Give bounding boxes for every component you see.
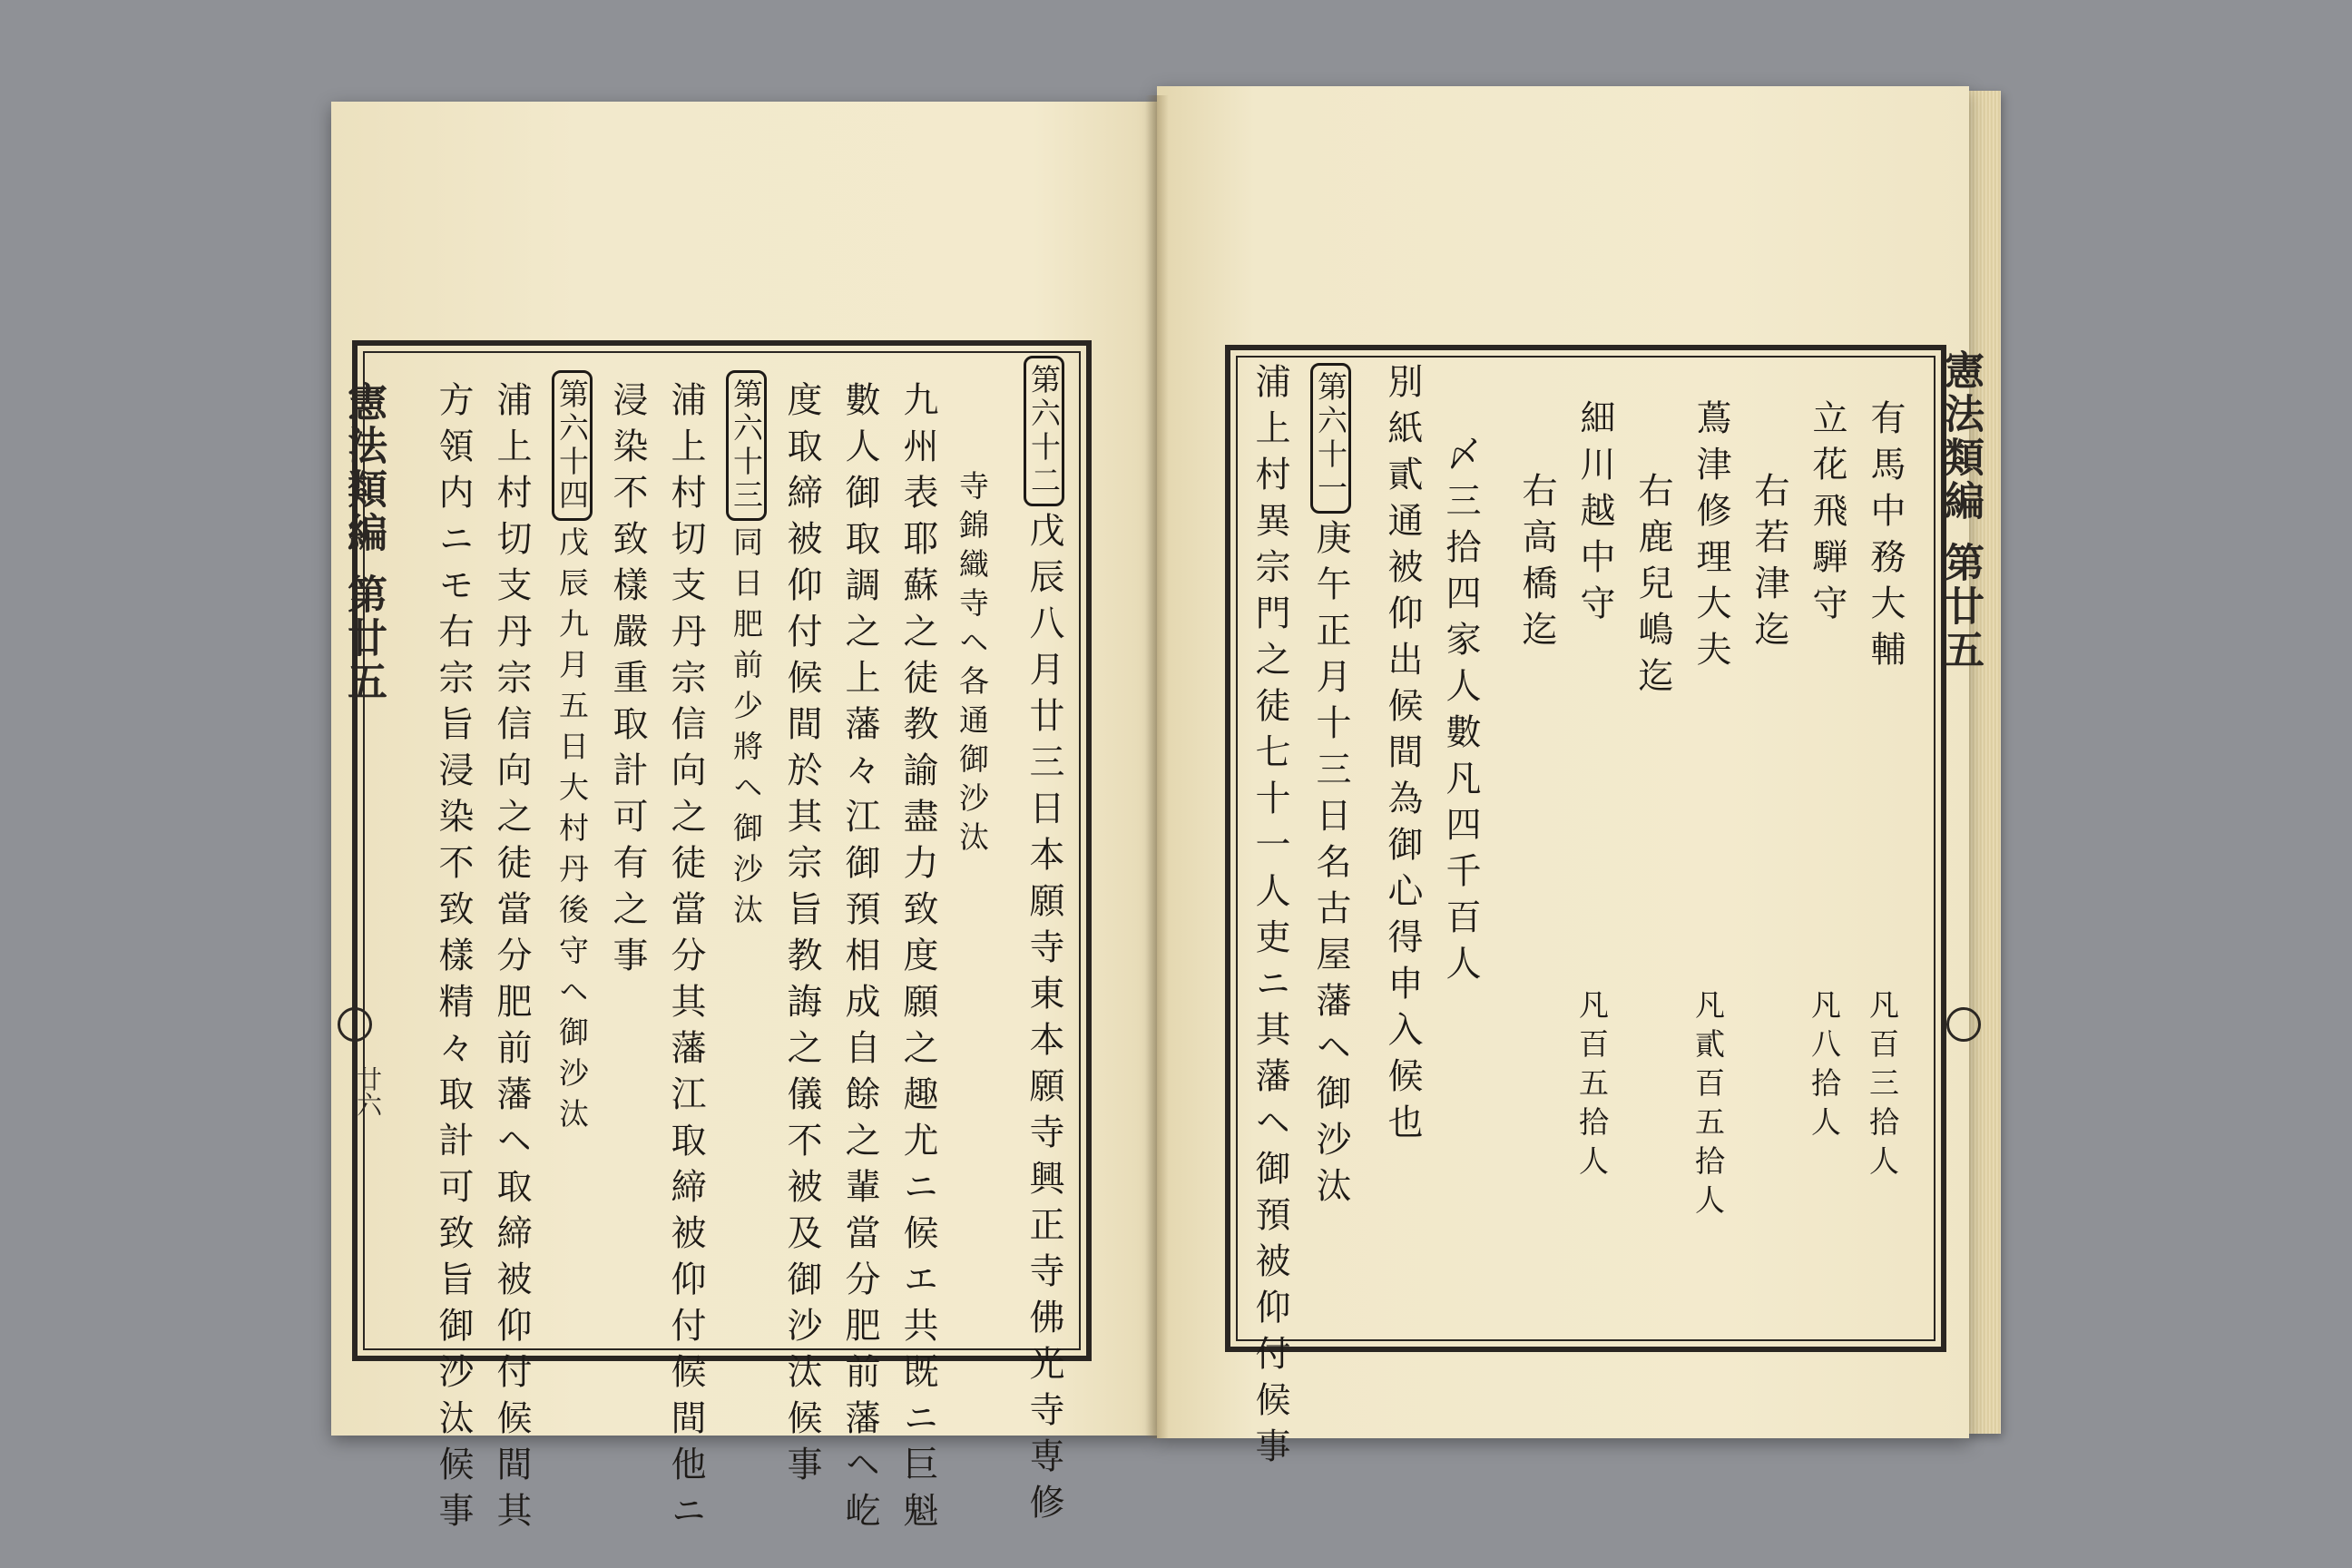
right-count-2: 凡八拾人 [1807,989,1842,1145]
left-margin-title: 憲法類編第廿五 [340,381,387,704]
left-column-11: 方領内ニモ右宗旨浸染不致樣精々取計可致旨御沙汰候事 [433,381,474,1538]
right-column-2: 立花飛騨守 [1807,399,1847,631]
page-edges [1965,91,2001,1434]
right-column-8: 〆三拾四家人數凡四千百人 [1440,436,1481,991]
left-column-8: 浸染不致樣嚴重取計可有之事 [607,381,648,983]
right-count-4: 凡貳百五拾人 [1690,989,1726,1223]
right-column-6: 細川越中守 [1574,399,1615,631]
left-folio-number: 廿六 [353,1066,383,1117]
left-column-6: 第六十三同日肥前少將ヘ御沙汰 [726,370,767,935]
left-column-1: 第六十二戊辰八月廿三日本願寺東本願寺興正寺佛光寺専修 [1024,356,1064,1530]
fish-tail-mark-left [338,1007,372,1042]
left-column-10: 浦上村切支丹宗信向之徒當分肥前藩ヘ取締被仰付候間其 [491,381,532,1538]
left-column-7: 浦上村切支丹宗信向之徒當分其藩江取締被仰付候間他ニ [665,381,706,1538]
right-column-4: 蔦津修理大夫 [1690,399,1731,677]
right-column-10: 第六十一庚午正月十三日名古屋藩ヘ御沙汰 [1310,363,1351,1213]
left-column-5: 度取締被仰付候間於其宗旨教誨之儀不被及御沙汰候事 [781,381,822,1492]
right-column-5: 右鹿兒嶋迄 [1632,472,1673,703]
right-column-1: 有馬中務大輔 [1865,399,1906,677]
left-column-4: 數人御取調之上藩々江御預相成自餘之輩當分肥前藩ヘ屹 [839,381,880,1538]
right-margin-title: 憲法類編第廿五 [1937,349,1984,672]
right-column-9: 別紙貳通被仰出候間為御心得申入候也 [1382,363,1423,1150]
left-column-9: 第六十四戊辰九月五日大村丹後守ヘ御沙汰 [552,370,593,1139]
book-gutter [1145,95,1169,1438]
right-column-3: 右若津迄 [1749,472,1789,657]
fish-tail-mark-right [1946,1007,1981,1042]
left-column-2: 寺錦織寺ヘ各通御沙汰 [955,470,990,860]
right-column-7: 右高橋迄 [1516,472,1557,657]
left-column-3: 九州表耶蘇之徒教諭盡力致度願之趣尤ニ候エ共既ニ巨魁 [897,381,938,1538]
right-count-1: 凡百三拾人 [1865,989,1900,1184]
right-count-6: 凡百五拾人 [1574,989,1610,1184]
right-column-11: 浦上村異宗門之徒七十一人吏ニ其藩ヘ御預被仰付候事 [1250,363,1290,1474]
